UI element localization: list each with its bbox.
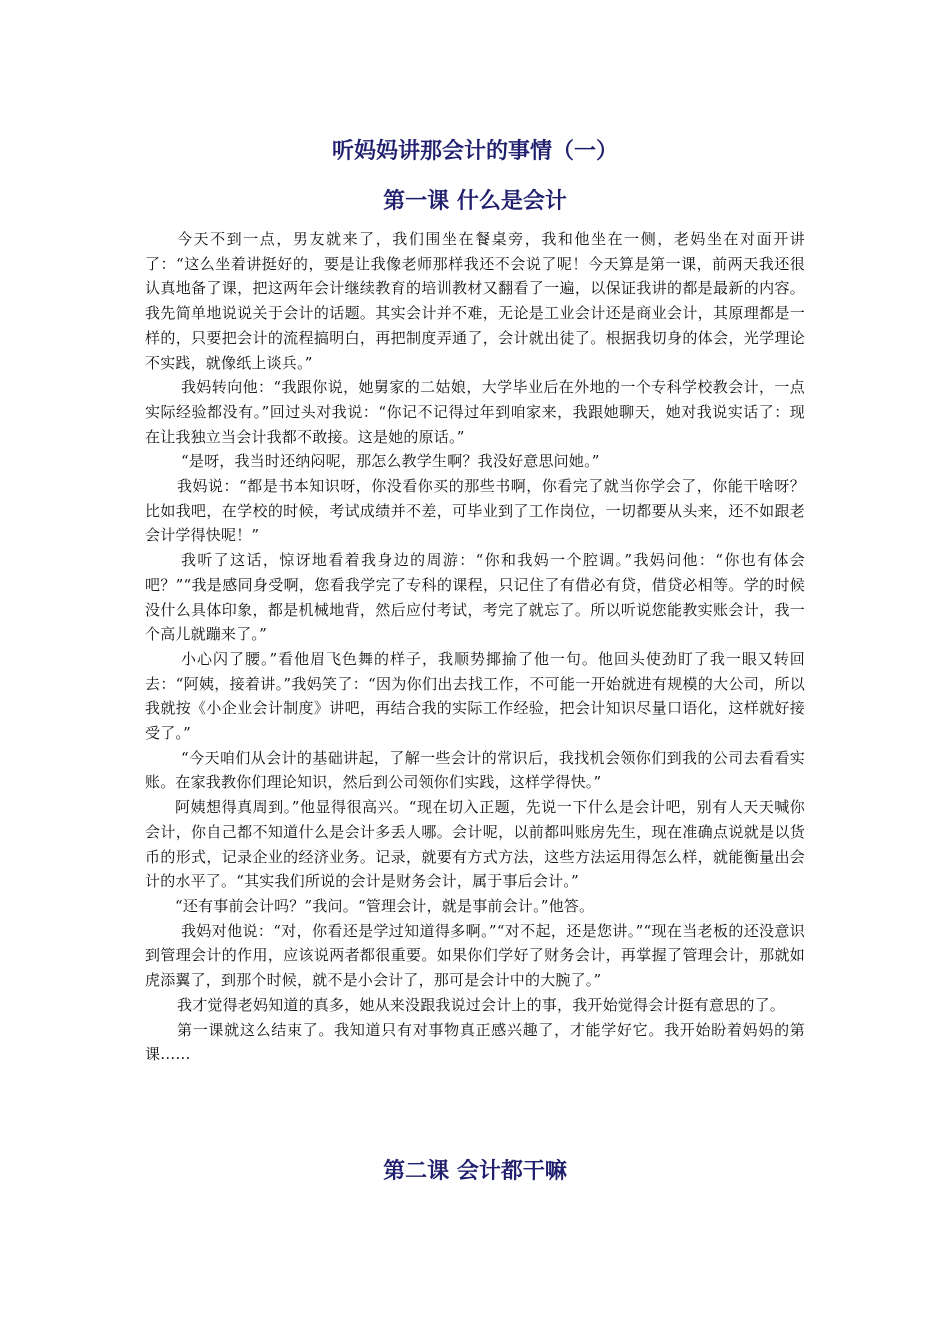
lesson-1-heading: 第一课 什么是会计: [383, 188, 567, 214]
paragraph: 我听了这话，惊讶地看着我身边的周游：“你和我妈一个腔调。”我妈问他：“你也有体会吧？”“我是感同身受啊，您看我学完了专科的课程，只记住了有借必有贷，借贷必相等。学的时候没什么具体印象，都是机械地背，然后应付考试，考完了就忘了。所以听说您能教实账会计，我一个高儿就蹦来了。”: [145, 551, 805, 644]
paragraph: 第一课就这么结束了。我知道只有对事物真正感兴趣了，才能学好它。我开始盼着妈妈的第课……: [145, 1020, 805, 1064]
paragraph: 小心闪了腰。”看他眉飞色舞的样子，我顺势揶揄了他一句。他回头使劲盯了我一眼又转回去：“阿姨，接着讲。”我妈笑了：“因为你们出去找工作，不可能一开始就进有规模的大公司，所以我就按《小企业会计制度》讲吧，再结合我的实际工作经验，把会计知识尽量口语化，这样就好接受了。”: [145, 649, 805, 743]
paragraph: 今天不到一点，男友就来了，我们围坐在餐桌旁，我和他坐在一侧，老妈坐在对面开讲了：“这么坐着讲挺好的，要是让我像老师那样我还不会说了呢！今天算是第一课，前两天我还很认真地备了课，把这两年会计继续教育的培训教材又翻看了一遍，以保证我讲的都是最新的内容。我先简单地说说关于会计的话题。其实会计并不难，无论是工业会计还是商业会计，其原理都是一样的，只要把会计的流程搞明白，再把制度弄通了，会计就出徒了。根据我切身的体会，光学理论不实践，就像纸上谈兵。”: [145, 230, 805, 372]
paragraph: 我才觉得老妈知道的真多，她从来没跟我说过会计上的事，我开始觉得会计挺有意思的了。: [177, 995, 786, 1014]
document-title: 听妈妈讲那会计的事情（一）: [331, 138, 618, 164]
paragraph: “还有事前会计吗？”我问。“管理会计，就是事前会计。”他答。: [175, 896, 595, 915]
paragraph: “是呀，我当时还纳闷呢，那怎么教学生啊？我没好意思问她。”: [181, 452, 600, 471]
paragraph: 阿姨想得真周到。”他显得很高兴。“现在切入正题，先说一下什么是会计吧，别有人天天喊你会计，你自己都不知道什么是会计多丢人哪。会计呢，以前都叫账房先生，现在准确点说就是以货币的形式，记录企业的经济业务。记录，就要有方式方法，这些方法运用得怎么样，就能衡量出会计的水平了。“其实我们所说的会计是财务会计，属于事后会计。”: [145, 798, 805, 891]
paragraph: 我妈转向他：“我跟你说，她舅家的二姑娘，大学毕业后在外地的一个专科学校教会计，一点实际经验都没有。”回过头对我说：“你记不记得过年到咱家来，我跟她聊天，她对我说实话了：现在让我独立当会计我都不敢接。这是她的原话。”: [145, 378, 805, 446]
lesson-2-heading: 第二课 会计都干嘛: [383, 1158, 567, 1184]
paragraph: 我妈对他说：“对，你看还是学过知道得多啊。”“对不起，还是您讲。”“现在当老板的还没意识到管理会计的作用，应该说两者都很重要。如果你们学好了财务会计，再掌握了管理会计，那就如虎添翼了，到那个时候，就不是小会计了，那可是会计中的大腕了。”: [145, 921, 805, 990]
paragraph: “今天咱们从会计的基础讲起，了解一些会计的常识后，我找机会领你们到我的公司去看看实账。在家我教你们理论知识，然后到公司领你们实践，这样学得快。”: [145, 748, 805, 792]
paragraph: 我妈说：“都是书本知识呀，你没看你买的那些书啊，你看完了就当你学会了，你能干啥呀？比如我吧，在学校的时候，考试成绩并不差，可毕业到了工作岗位，一切都要从头来，还不如跟老会计学得快呢！”: [145, 477, 805, 545]
lesson-1-body: [145, 227, 805, 1067]
